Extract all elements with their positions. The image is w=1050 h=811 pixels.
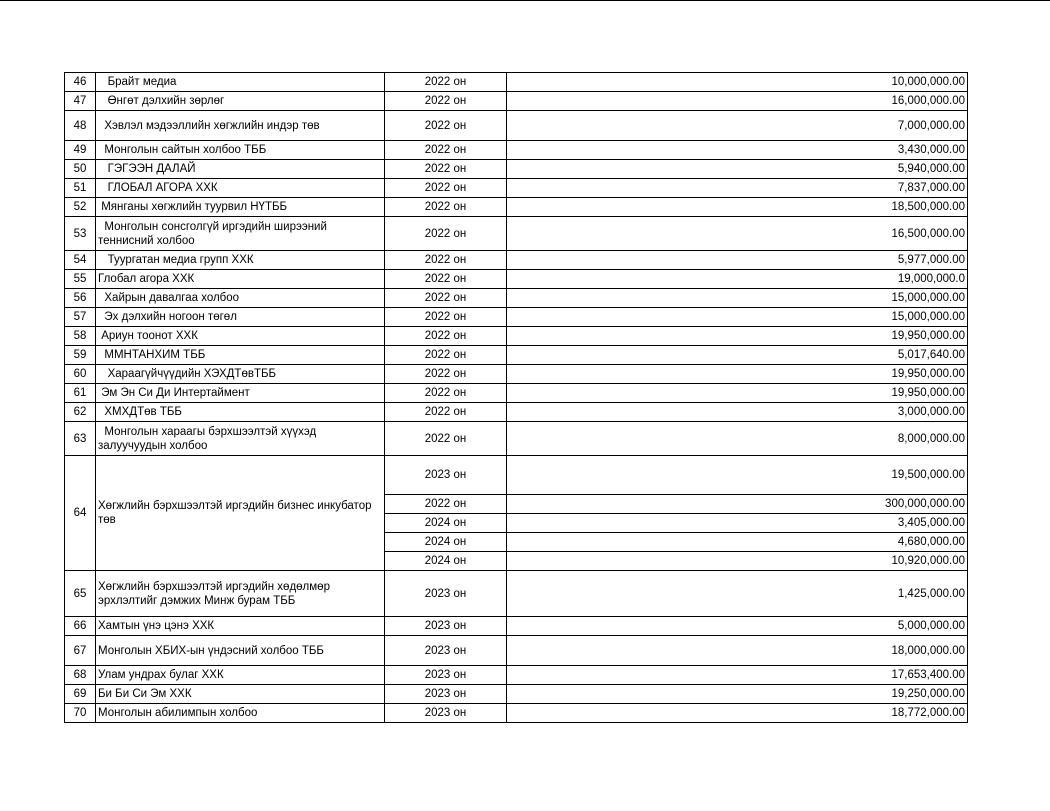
year-cell: 2023 он	[385, 685, 507, 704]
row-number-cell: 56	[65, 289, 96, 308]
year-cell: 2022 он	[385, 327, 507, 346]
organization-name-cell: Монголын абилимпын холбоо	[96, 704, 385, 723]
table-row	[65, 456, 968, 495]
page-top-border	[0, 0, 1050, 1]
row-number-cell: 53	[65, 217, 96, 251]
row-number-cell: 48	[65, 111, 96, 141]
amount-cell: 19,250,000.00	[507, 685, 968, 704]
amount-cell: 15,000,000.00	[507, 308, 968, 327]
table-row	[65, 666, 968, 685]
table-row	[65, 365, 968, 384]
organization-name-cell: Хэвлэл мэдээллийн хөгжлийн индэр төв	[96, 111, 385, 141]
row-number-cell: 68	[65, 666, 96, 685]
year-cell: 2022 он	[385, 198, 507, 217]
amount-cell: 4,680,000.00	[507, 533, 968, 552]
year-cell: 2022 он	[385, 422, 507, 456]
year-cell: 2022 он	[385, 403, 507, 422]
amount-cell: 18,772,000.00	[507, 704, 968, 723]
year-cell: 2022 он	[385, 289, 507, 308]
table-row	[65, 571, 968, 617]
row-number-cell: 61	[65, 384, 96, 403]
year-cell: 2022 он	[385, 308, 507, 327]
year-cell: 2023 он	[385, 456, 507, 495]
row-number-cell: 67	[65, 636, 96, 666]
amount-cell: 5,977,000.00	[507, 251, 968, 270]
organization-name-cell: Улам ундрах булаг ХХК	[96, 666, 385, 685]
row-number-cell: 70	[65, 704, 96, 723]
amount-cell: 17,653,400.00	[507, 666, 968, 685]
table-row	[65, 685, 968, 704]
year-cell: 2022 он	[385, 179, 507, 198]
grant-table	[64, 72, 968, 723]
table-row	[65, 217, 968, 251]
organization-name-cell: ГЭГЭЭН ДАЛАЙ	[96, 160, 385, 179]
row-number-cell: 63	[65, 422, 96, 456]
row-number-cell: 49	[65, 141, 96, 160]
year-cell: 2023 он	[385, 617, 507, 636]
table-row	[65, 73, 968, 92]
year-cell: 2022 он	[385, 365, 507, 384]
organization-name-cell: Монголын хараагы бэрхшээлтэй хүүхэд залуучуудын холбоо	[96, 422, 385, 456]
table-row	[65, 141, 968, 160]
row-number-cell: 51	[65, 179, 96, 198]
row-number-cell: 69	[65, 685, 96, 704]
organization-name-cell: Хөгжлийн бэрхшээлтэй иргэдийн бизнес инкубатор төв	[96, 456, 385, 571]
table-row	[65, 308, 968, 327]
amount-cell: 18,500,000.00	[507, 198, 968, 217]
organization-name-cell: Эх дэлхийн ногоон төгөл	[96, 308, 385, 327]
year-cell: 2022 он	[385, 73, 507, 92]
organization-name-cell: ХМХДТөв ТББ	[96, 403, 385, 422]
row-number-cell: 58	[65, 327, 96, 346]
table-row	[65, 92, 968, 111]
amount-cell: 8,000,000.00	[507, 422, 968, 456]
row-number-cell: 55	[65, 270, 96, 289]
amount-cell: 19,950,000.00	[507, 365, 968, 384]
organization-name-cell: Ариун тоонот ХХК	[96, 327, 385, 346]
year-cell: 2023 он	[385, 666, 507, 685]
amount-cell: 5,000,000.00	[507, 617, 968, 636]
year-cell: 2022 он	[385, 495, 507, 514]
year-cell: 2022 он	[385, 141, 507, 160]
amount-cell: 300,000,000.00	[507, 495, 968, 514]
year-cell: 2024 он	[385, 533, 507, 552]
year-cell: 2023 он	[385, 636, 507, 666]
amount-cell: 16,500,000.00	[507, 217, 968, 251]
amount-cell: 19,000,000.0	[507, 270, 968, 289]
row-number-cell: 60	[65, 365, 96, 384]
row-number-cell: 62	[65, 403, 96, 422]
row-number-cell: 46	[65, 73, 96, 92]
table-row	[65, 636, 968, 666]
amount-cell: 19,950,000.00	[507, 327, 968, 346]
amount-cell: 18,000,000.00	[507, 636, 968, 666]
year-cell: 2022 он	[385, 384, 507, 403]
table-row	[65, 179, 968, 198]
amount-cell: 3,405,000.00	[507, 514, 968, 533]
year-cell: 2022 он	[385, 111, 507, 141]
row-number-cell: 54	[65, 251, 96, 270]
table-row	[65, 327, 968, 346]
row-number-cell: 64	[65, 456, 96, 571]
table-row	[65, 251, 968, 270]
table-row	[65, 111, 968, 141]
organization-name-cell: Туургатан медиа групп ХХК	[96, 251, 385, 270]
amount-cell: 1,425,000.00	[507, 571, 968, 617]
organization-name-cell: Хөгжлийн бэрхшээлтэй иргэдийн хөдөлмөр эрхлэлтийг дэмжих Минж бурам ТББ	[96, 571, 385, 617]
amount-cell: 5,940,000.00	[507, 160, 968, 179]
table-row	[65, 289, 968, 308]
organization-name-cell: Глобал агора ХХК	[96, 270, 385, 289]
table-row	[65, 384, 968, 403]
amount-cell: 19,500,000.00	[507, 456, 968, 495]
amount-cell: 16,000,000.00	[507, 92, 968, 111]
organization-name-cell: ММНТАНХИМ ТББ	[96, 346, 385, 365]
organization-name-cell: Монголын сайтын холбоо ТББ	[96, 141, 385, 160]
year-cell: 2022 он	[385, 92, 507, 111]
amount-cell: 10,920,000.00	[507, 552, 968, 571]
organization-name-cell: Брайт медиа	[96, 73, 385, 92]
year-cell: 2023 он	[385, 571, 507, 617]
row-number-cell: 50	[65, 160, 96, 179]
row-number-cell: 52	[65, 198, 96, 217]
year-cell: 2024 он	[385, 552, 507, 571]
organization-name-cell: Монголын ХБИХ-ын үндэсний холбоо ТББ	[96, 636, 385, 666]
organization-name-cell: Хайрын давалгаа холбоо	[96, 289, 385, 308]
amount-cell: 7,837,000.00	[507, 179, 968, 198]
year-cell: 2022 он	[385, 217, 507, 251]
table-row	[65, 346, 968, 365]
organization-name-cell: Эм Эн Си Ди Интертаймент	[96, 384, 385, 403]
table-row	[65, 704, 968, 723]
row-number-cell: 57	[65, 308, 96, 327]
organization-name-cell: Мянганы хөгжлийн туурвил НҮТББ	[96, 198, 385, 217]
row-number-cell: 59	[65, 346, 96, 365]
amount-cell: 7,000,000.00	[507, 111, 968, 141]
year-cell: 2022 он	[385, 251, 507, 270]
organization-name-cell: Хараагүйчүүдийн ХЭХДТөвТББ	[96, 365, 385, 384]
amount-cell: 3,430,000.00	[507, 141, 968, 160]
amount-cell: 15,000,000.00	[507, 289, 968, 308]
table-row	[65, 198, 968, 217]
year-cell: 2024 он	[385, 514, 507, 533]
amount-cell: 3,000,000.00	[507, 403, 968, 422]
organization-name-cell: Би Би Си Эм ХХК	[96, 685, 385, 704]
amount-cell: 19,950,000.00	[507, 384, 968, 403]
table-row	[65, 422, 968, 456]
table-row	[65, 617, 968, 636]
table-row	[65, 160, 968, 179]
grant-table-body	[65, 73, 968, 723]
organization-name-cell: Монголын сонсголгүй иргэдийн ширээний теннисний холбоо	[96, 217, 385, 251]
amount-cell: 10,000,000.00	[507, 73, 968, 92]
table-row	[65, 403, 968, 422]
year-cell: 2022 он	[385, 346, 507, 365]
row-number-cell: 65	[65, 571, 96, 617]
amount-cell: 5,017,640.00	[507, 346, 968, 365]
table-row	[65, 270, 968, 289]
organization-name-cell: Хамтын үнэ цэнэ ХХК	[96, 617, 385, 636]
year-cell: 2022 он	[385, 270, 507, 289]
organization-name-cell: Өнгөт дэлхийн зөрлөг	[96, 92, 385, 111]
year-cell: 2022 он	[385, 160, 507, 179]
year-cell: 2023 он	[385, 704, 507, 723]
organization-name-cell: ГЛОБАЛ АГОРА ХХК	[96, 179, 385, 198]
row-number-cell: 47	[65, 92, 96, 111]
row-number-cell: 66	[65, 617, 96, 636]
